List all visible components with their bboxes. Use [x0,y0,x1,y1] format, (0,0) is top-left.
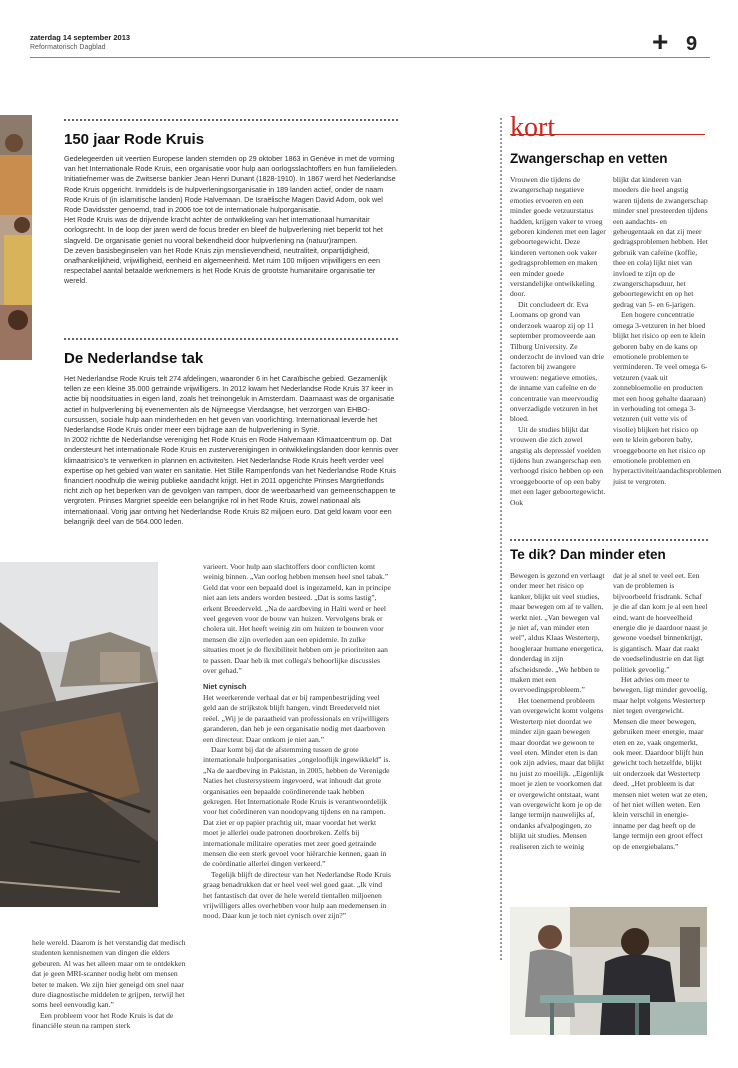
disaster-relief-photo [0,115,32,360]
paragraph: In 2002 richtte de Nederlandse vereniging het Rode Kruis en Rode Halvemaan Klimaatcentrum op. Dat ondersteunt het internationale Rode Kruis en zusterverenigingen in ontwikkelingslanden door kennis over klimaatrisico's te verwerken in plannen en activiteiten. Het Nederlandse Rode Kruis heeft verder veel expertise op het gebied van water en sanitatie. Het Stille Rampenfonds van het Nederlandse Rode Kruis financiert noodhulp die weinig publieke aandacht krijgt. Het in 2011 opgerichte Prinses Margrietfonds richt zich op het beperken van de gevolgen van rampen, door de weerbaarheid van gemeenschappen te vergroten. Prinses Margriet speelde een belangrijke rol in het Rode Kruis, zowel nationaal als internationaal. Vorig jaar ontving het Nederlandse Rode Kruis 82 miljoen euro. Dat geld kwam voor een belangrijk deel van de 564.000 leden. [64,435,399,526]
paragraph: Bewegen is gezond en verlaagt onder meer het risico op kanker, blijkt uit veel studies, maar bewegen om af te vallen, werkt niet. „Van bewegen val je niet af, van minder eten wel”, aldus Klaas Westerterp, hoogleraar humane energetica, donderdag in zijn afscheidsrede. „We hebben te maken met een overvoedingsprobleem.” [510,571,605,695]
paragraph: dat je al snel te veel eet. Een van de problemen is bijvoorbeeld frisdrank. Schaf je die af dan kom je al een heel eind, want de hoeveelheid energie die je daardoor naast je gewone voedsel binnenkrijgt, is gigantisch. Maar dat raakt de voedselindustrie en dat ligt politiek gevoelig.” [613,571,708,674]
paragraph: varieert. Voor hulp aan slachtoffers door conflicten komt weinig binnen. „Van oorlog hebben mensen heel snel tabak.” Geld dat voor een bepaald doel is ingezameld, kan in principe niet aan iets anders worden besteed. „Dat is soms lastig”, erkent Breederveld. „Na de aardbeving in Haïti werd er heel veel gegeven voor de bouw van huizen. Vervolgens brak er cholera uit. Het heeft weinig zin om huizen te bouwen voor mensen die zijn overleden aan een epidemie. In zulke situaties moet je de flexibiliteit hebben om je prioriteiten aan te passen. Daar heb ik met collega's behoorlijke discussies over gehad.” [203,562,391,676]
section-label: kort [510,112,556,143]
news-item-column [613,175,722,487]
page-number: 9 [686,33,698,55]
article-title: 150 jaar Rode Kruis [64,131,205,148]
paragraph: Uit de studies blijkt dat vrouwen die zich zowel angstig als depressief voelden tijdens hun zwangerschap een verhoogd risico hebben op een vroeggeboorte of op een baby met een lager geboortegewicht. Ook [510,424,606,507]
paragraph: Vrouwen die tijdens de zwangerschap negatieve emoties ervoeren en een minder goede vetzuurstatus hadden, krijgen vaker te vroeg geboren kinderen met een lager geboortegewicht. Deze kinderen vertonen ook vaker gedragsproblemen en maken een minder goede verstandelijke ontwikkeling door. [510,175,606,299]
news-item-title: Zwangerschap en vetten [510,151,668,166]
publication-date: zaterdag 14 september 2013 [30,33,131,42]
article-body-continuation [203,562,391,922]
newspaper-name: Reformatorisch Dagblad [30,44,106,51]
section-divider [510,539,708,541]
paragraph: Gedelegeerden uit veertien Europese landen stemden op 29 oktober 1863 in Genève in met de vorming van het Internationale Rode Kruis, een organisatie voor hulp aan oorlogsslachtoffers en hun familieleden. Initiatiefnemer was de Zwitserse bankier Jean Henri Dunant (1828-1910). In 1867 werd het Nederlandse Rode Kruis opgericht. Inmiddels is de hulpverleningsorganisatie in 189 landen actief, onder de naam Rode Kruis of (in islamitische landen) Rode Halvemaan. De Israëlische Magen David Adom, ook wel Rode Davidsster genoemd, trad in 2006 toe tot de internationale hulporganisatie. [64,154,398,215]
paragraph: blijkt dat kinderen van moeders die heel angstig waren tijdens de zwangerschap minder snel presteerden tijdens een aandachts- en geheugentaak en dat zij meer gedragsproblemen hebben. Het gebruik van cafeïne (koffie, thee en cola) lijkt niet van invloed te zijn op de zwangerschapsduur, het geboortegewicht en op het gedrag van 5- en 6-jarigen. [613,175,708,309]
news-item-column [613,571,708,852]
column-divider [500,118,502,960]
earthquake-ruins-photo [0,562,158,907]
section-divider [64,338,398,340]
paragraph: De zeven basisbeginselen van het Rode Kruis zijn menslievendheid, neutraliteit, onpartijdigheid, onafhankelijkheid, vrijwilligheid, eenheid en algemeenheid. Met ruim 100 miljoen vrijwilligers en een respectabel aantal betaalde werknemers is het Rode Kruis de grootste humanitaire organisatie ter wereld. [64,245,381,286]
paragraph: Het Rode Kruis was de drijvende kracht achter de ontwikkeling van het internationaal humanitair oorlogsrecht. In de loop der jaren werd de focus breder en bleef de hulpverlening niet beperkt tot het slagveld. De organisatie geniet nu vooral bekendheid door hulpverlening na (natuur)rampen. [64,215,383,245]
paragraph: Een hogere concentratie omega 3-vetzuren in het bloed blijkt het risico op een te klein geboren baby en de kans op emotionele problemen te verminderen. Te veel omega 6-vetzuren (vaak uit zonnebloemolie en producten met een hoog gehalte daaraan) in verhouding tot omega 3-vetzuren (uit vette vis of visolie) blijken het risico op een te klein geboren baby, vroeggeboorte en het risico op emotionele problemen en hyperactiviteit/aandachtsproblemen juist te vergroten. [613,310,722,486]
section-divider [64,119,398,121]
paragraph: Daar komt bij dat de afstemming tussen de grote internationale hulporganisaties „ongelooflijk ingewikkeld” is. „Na de aardbeving in Pakistan, in 2005, hebben de Verenigde Naties het clustersysteem ingevoerd, wat inhoudt dat grote organisaties een bepaalde coördinerende taak hebben gekregen. Het Internationale Rode Kruis is verantwoordelijk voor het coördineren van noodopvang tijdens en na rampen. Dat ziet er op papier prachtig uit, maar voordat het werkt moet je allerlei oude patronen doorbreken. Zelfs bij internationale militaire operaties met zeer goed getrainde mensen die een sterk gevoel voor hiërarchie kennen, gaan in de coördinatie allerlei dingen verkeerd.” [203,744,391,869]
subheading: Niet cynisch [203,682,247,692]
people-eating-photo [510,907,707,1035]
paragraph: Het toenemend probleem van overgewicht komt volgens Westerterp niet doordat we minder zijn gaan bewegen maar doordat we gewoon te veel eten. Minder eten is dan ook zijn advies, maar dat blijkt nu juist zo moeilijk. „Eigenlijk moet je zien te voorkomen dat er overgewicht ontstaat, want van overgewicht kom je op de lange termijn nauwelijks af, ondanks afvalpogingen, zo blijkt uit studies. Mensen realiseren zich te weinig [510,695,605,851]
article-body [64,374,399,527]
paragraph: Het weerkerende verhaal dat er bij rampenbestrijding veel geld aan de strijkstok blijft hangen, vindt Breederveld niet reëel. „Wij je de paraatheid van professionals en vrijwilligers garanderen, dan heb je een organisatie nodig met daarboven een directeur. Daar ontkom je niet aan.” [203,692,389,744]
article-body-continuation [32,938,194,1032]
paragraph: Het Nederlandse Rode Kruis telt 274 afdelingen, waaronder 6 in het Caraïbische gebied. Gezamenlijk tellen ze een kleine 35.000 getrainde vrijwilligers. In 2012 kwam het Nederlandse Rode Kruis 37 keer in actie bij noodsituaties in eigen land, zoals het treinongeluk in Amsterdam. Daarnaast was de organisatie actief in hulpverlening bij evenementen als de Nijmeegse Vierdaagse, het verzorgen van EHBO-cursussen, sociale hulp aan minderheden en het geven van voorlichting. Internationaal leverde het Nederlandse Rode Kruis onder meer een bijdrage aan de hulpverlening in Syrië. [64,374,395,435]
paragraph: Dit concludeert dr. Eva Loomans op grond van onderzoek waarop zij op 11 september promoveerde aan Tilburg University. Ze onderzocht de invloed van drie factoren bij zwangere vrouwen: negatieve emoties, de inname van cafeïne en de concentratie van meervoudig onverzadigde vetzuren in het bloed. [510,299,605,424]
news-item-title: Te dik? Dan minder eten [510,547,666,562]
plus-icon: + [652,26,669,57]
header-rule [30,57,710,58]
paragraph: Het advies om meer te bewegen, ligt minder gevoelig, maar helpt volgens Westerterp niet tegen overgewicht. Mensen die meer bewegen, gebruiken meer energie, maar eten en ze, vaak ongemerkt, ook meer. Daardoor blijft hun gewicht toch hetzelfde, blijkt uit onderzoek dat Westerterp deed. „Het probleem is dat mensen niet weten wat ze eten, of het niet willen weten. Een klein verschil in energie-inname per dag heeft op de lange termijn een groot effect op de energiebalans.” [613,675,708,851]
paragraph: hele wereld. Daarom is het verstandig dat medisch studenten kennisnemen van dingen die elders gebeuren. Al was het alleen maar om te ontdekken dat je geen MRI-scanner nodig hebt om mensen beter te maken. We zijn hier geneigd om snel naar dure diagnostische middelen te grijpen, terwijl het soms heel eenvoudig kan.” [32,938,186,1010]
section-rule [510,134,705,135]
article-title: De Nederlandse tak [64,350,204,367]
news-item-column [510,571,606,852]
paragraph: Een probleem voor het Rode Kruis is dat de financiële steun na rampen sterk [32,1010,174,1031]
news-item-column [510,175,606,508]
paragraph: Tegelijk blijft de directeur van het Nederlandse Rode Kruis graag benadrukken dat er heel veel wel goed gaat. „Ik vind het fantastisch dat over de hele wereld tientallen miljoenen vrijwilligers alles overhebben voor hulp aan medemensen in nood. Daar kun je toch niet cynisch over zijn?” [203,869,391,921]
article-body [64,154,399,287]
